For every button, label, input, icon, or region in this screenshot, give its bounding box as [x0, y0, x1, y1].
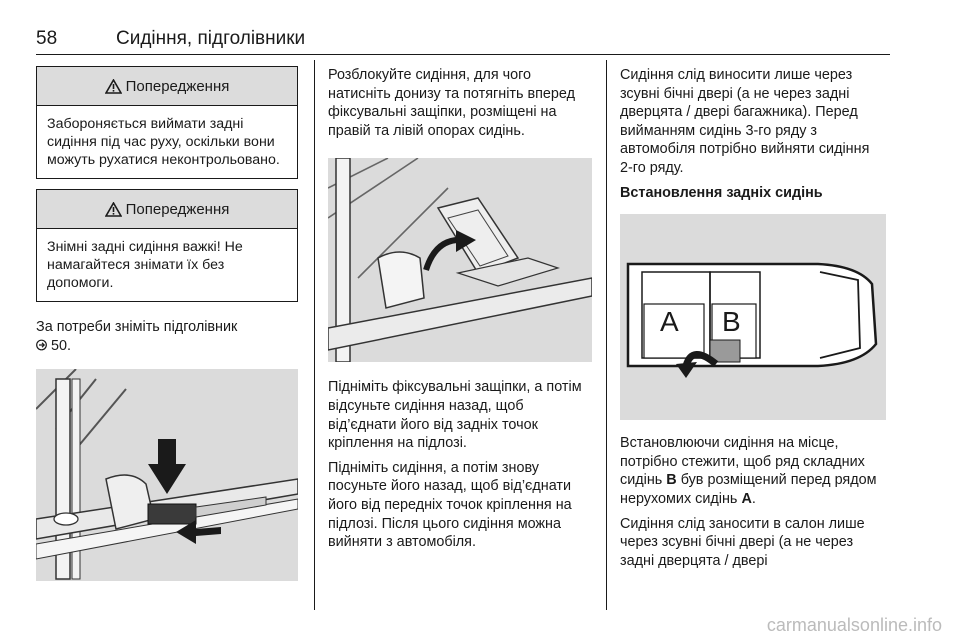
page-title: Сидіння, підголівники: [116, 28, 306, 49]
page-header: [36, 26, 890, 55]
paragraph: Сидіння слід заносити в салон лише через зсувні бічні двері (а не через задні дверцята / двері: [620, 515, 865, 569]
warning-header: [37, 190, 297, 229]
warning-box: [36, 66, 298, 179]
watermark: carmanualsonline.info: [766, 615, 942, 635]
warning-title: Попередження: [125, 77, 230, 95]
warning-triangle-icon: [105, 79, 122, 94]
column-divider: [314, 60, 315, 610]
subheading: Встановлення задніх сидінь: [620, 184, 823, 201]
seat-layout-diagram: [620, 214, 886, 420]
paragraph: За потреби зніміть підголівник 50.: [36, 319, 238, 354]
page-ref-arrow-icon: [36, 339, 47, 351]
column-1: [36, 58, 298, 581]
seat-label-a: A: [660, 306, 679, 338]
seat-ref-b: B: [666, 472, 677, 489]
vehicle-top-view-drawing: [620, 214, 886, 420]
warning-text: Забороняється виймати задні сидіння під час руху, оскільки вони можуть рухатися неконтрольовано.: [47, 116, 280, 168]
seat-label-b: B: [722, 306, 741, 338]
column-3: [620, 58, 886, 570]
warning-triangle-icon: [105, 202, 122, 217]
seat-clip-illustration: [328, 158, 592, 362]
column-2: [328, 58, 596, 552]
seat-ref-a: A: [741, 490, 752, 507]
paragraph: Сидіння слід виносити лише через зсувні бічні двері (а не через задні дверцята / двері багажника). Перед вийманням сидінь 3-го ряду з автомобіля потрібно вийняти сидіння 2-го ряду.: [620, 67, 870, 176]
warning-text: Знімні задні сидіння важкі! Не намагайтеся знімати їх без допомоги.: [47, 239, 243, 291]
column-divider: [606, 60, 607, 610]
paragraph: Підніміть сидіння, а потім знову посуньте його назад, щоб від’єднати його від передніх точок кріплення на підлозі. Після цього сидіння можна вийняти з автомобіля.: [328, 459, 572, 551]
seat-clip-drawing: [328, 158, 592, 362]
paragraph: Підніміть фіксувальні защіпки, а потім відсуньте сидіння назад, щоб від’єднати його від задніх точок кріплення на підлозі.: [328, 379, 582, 452]
warning-header: [37, 67, 297, 106]
warning-box: [36, 189, 298, 302]
paragraph: Встановлюючи сидіння на місце, потрібно стежити, щоб ряд складних сидінь B був розміщений перед рядом нерухомих сидінь A.: [620, 435, 877, 507]
page-number: 58: [36, 28, 58, 49]
paragraph: Розблокуйте сидіння, для чого натисніть донизу та потягніть вперед фіксувальні защіпки, розміщені на правій та лівій опорах сидінь.: [328, 67, 576, 139]
seat-latch-illustration: [36, 369, 298, 581]
seat-latch-drawing: [36, 369, 298, 581]
page-reference[interactable]: 50.: [36, 338, 71, 354]
warning-title: Попередження: [125, 200, 230, 218]
